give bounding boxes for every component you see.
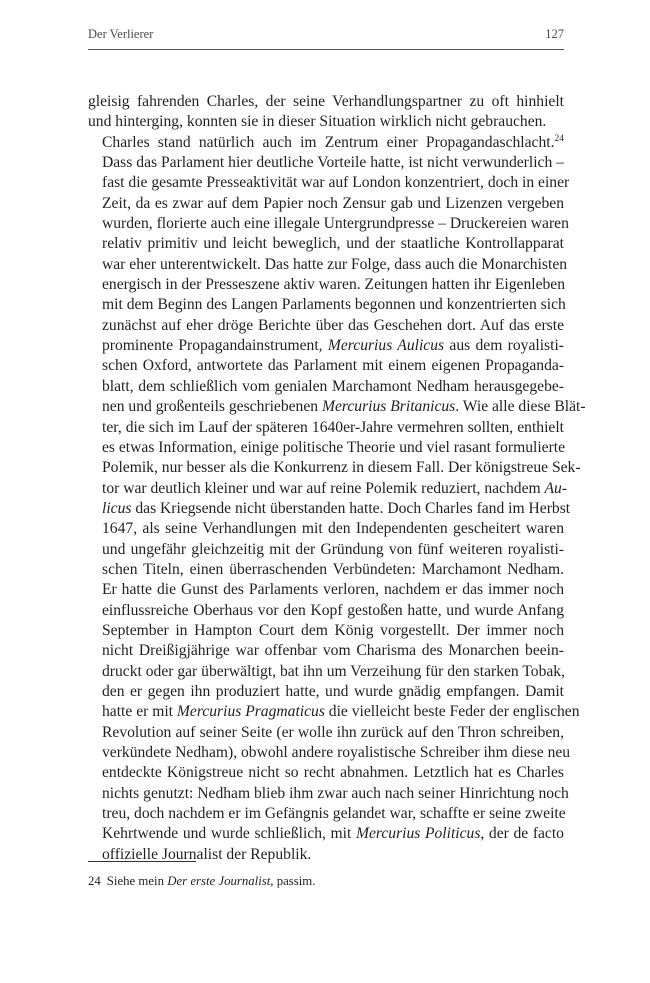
text-line: Kehrtwende und wurde schließlich, mit Mercurius Politicus, der de facto (102, 825, 564, 843)
text-line: blatt, dem schließlich vom genialen Marchamont Nedham herausgegebe- (102, 377, 564, 395)
body-text (88, 92, 586, 865)
text-line: mit dem Beginn des Langen Parlaments begonnen und konzentrierten sich (102, 296, 566, 314)
text-line: treu, doch nachdem er im Gefängnis gelandet war, schaffte er seine zweite (102, 805, 566, 823)
running-title: Der Verlierer (88, 27, 154, 41)
publication-title: Au- (544, 479, 568, 497)
text-line: war eher unterentwickelt. Das hatte zur Folge, dass auch die Monarchisten (102, 255, 568, 273)
text-line: relativ primitiv und leicht beweglich, und der staatliche Kontrollapparat (102, 235, 564, 253)
paragraph-1 (88, 92, 564, 133)
text-line: 1647, als seine Verhandlungen mit den Independenten gescheitert waren (102, 520, 564, 538)
text-line: und ungefähr gleichzeitig mit der Gründung von fünf weiteren royalisti- (102, 540, 564, 558)
text-line: druckt oder gar überwältigt, bat ihn um Verzeihung für den starken Tobak, (102, 662, 565, 680)
text-line: nichts genutzt: Nedham blieb ihm zwar auch nach seiner Hinrichtung noch (102, 784, 569, 802)
publication-title: licus (102, 499, 132, 517)
footnote-reference: 24 (554, 133, 564, 144)
text-line: September in Hampton Court dem König vorgestellt. Der immer noch (102, 621, 564, 639)
page-number: 127 (545, 27, 564, 41)
text-line: nicht Dreißigjährige war offenbar vom Charisma des Monarchen beein- (102, 642, 564, 660)
running-header (88, 27, 564, 42)
text-line: offizielle Journalist der Republik. (102, 845, 312, 863)
text-line: wurden, florierte auch eine illegale Untergrundpresse – Druckereien waren (102, 215, 569, 233)
header-rule (88, 49, 564, 50)
text-line: gleisig fahrenden Charles, der seine Verhandlungspartner zu oft hinhielt (88, 93, 564, 110)
text-line: Dass das Parlament hier deutliche Vorteile hatte, ist nicht verwunderlich – (102, 154, 564, 172)
text-line: fast die gesamte Presseaktivität war auf London konzentriert, doch in einer (102, 174, 570, 192)
text-line: zunächst auf eher dröge Berichte über das Geschehen dort. Auf das erste (102, 316, 564, 334)
text-line: es etwas Information, einige politische Theorie und viel rasant formulierte (102, 438, 566, 456)
text-line: verkündete Nedham), obwohl andere royalistische Schreiber ihm diese neu (102, 744, 571, 761)
footnote: 24 Siehe mein Der erste Journalist, passim. (88, 874, 316, 888)
text-line: schen Oxford, antwortete das Parlament mit einem eigenen Propaganda- (102, 357, 564, 375)
text-line: Revolution auf seiner Seite (er wolle ihn zurück auf den Thron schreiben, (102, 723, 564, 741)
text-line: licus das Kriegsende nicht überstanden hatte. Doch Charles fand im Herbst (102, 499, 571, 517)
text-line: Er hatte die Gunst des Parlaments verloren, nachdem er das immer noch (102, 581, 564, 599)
text-line: Polemik, nur besser als die Konkurrenz in diesem Fall. Der königstreue Sek- (102, 459, 581, 477)
text-line: tor war deutlich kleiner und war auf reine Polemik reduziert, nachdem Au- (102, 479, 568, 497)
publication-title: Mercurius Britanicus (321, 398, 456, 416)
text-line: entdeckte Königstreue nicht so recht abnahmen. Letztlich hat es Charles (102, 764, 564, 782)
paragraph-2 (88, 133, 586, 865)
text-line: ter, die sich im Lauf der späteren 1640er-Jahre vermehren sollten, enthielt (102, 418, 564, 436)
text-line: einflussreiche Oberhaus vor den Kopf gestoßen hatte, und wurde Anfang (102, 601, 564, 619)
book-title: Der erste Journalist (167, 874, 271, 888)
publication-title: Mercurius Politicus (355, 825, 481, 843)
text-line: prominente Propagandainstrument, Mercurius Aulicus aus dem royalisti- (102, 337, 564, 355)
text-line: Charles stand natürlich auch im Zentrum einer Propagandaschlacht.$^{24}$ (102, 133, 564, 151)
text-line: Zeit, da es zwar auf dem Papier noch Zensur gab und Lizenzen vergeben (102, 194, 564, 212)
publication-title: Mercurius Pragmaticus (176, 703, 325, 721)
footnote-number: 24 (88, 874, 101, 888)
text-line: energisch in der Presseszene aktiv waren. Zeitungen hatten ihr Eigenleben (102, 276, 566, 294)
text-line: hatte er mit Mercurius Pragmaticus die vielleicht beste Feder der englischen (102, 703, 580, 721)
text-line: und hinterging, konnten sie in dieser Situation wirklich nicht gebrauchen. (88, 113, 547, 131)
text-line: den er gegen ihn produziert hatte, und wurde gnädig empfangen. Damit (102, 682, 564, 700)
text-line: schen Titeln, einen überraschenden Verbündeten: Marchamont Nedham. (102, 560, 564, 578)
publication-title: Mercurius Aulicus (327, 337, 445, 355)
text-line: nen und großenteils geschriebenen Mercurius Britanicus. Wie alle diese Blät- (102, 398, 586, 416)
footnote-rule (88, 861, 196, 862)
